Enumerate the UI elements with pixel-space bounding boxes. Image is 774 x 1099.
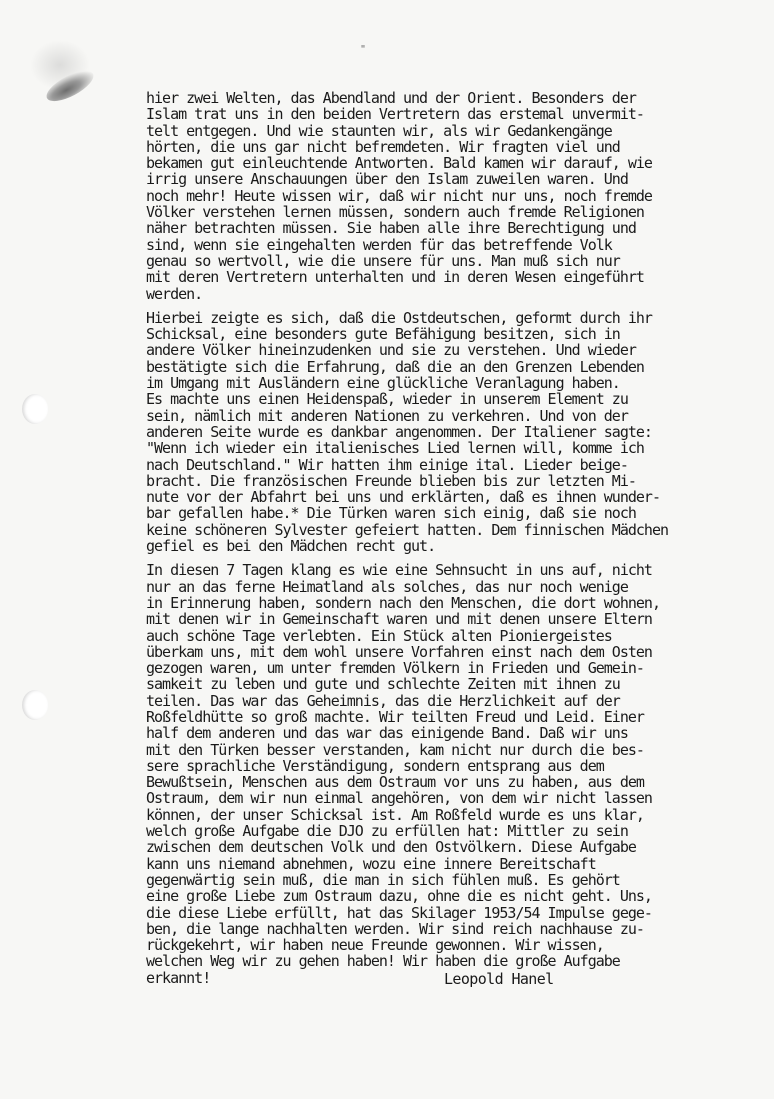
text-line: rückgekehrt, wir haben neue Freunde gewonnen. Wir wissen, [146,936,604,955]
text-line: keine schöneren Sylvester gefeiert hatten. Dem finnischen Mädchen [146,520,668,539]
text-line: telt entgegen. Und wie staunten wir, als wir Gedankengänge [146,121,612,140]
text-line: irrig unsere Anschauungen über den Islam zuweilen waren. Und [146,170,628,189]
punch-hole-top [22,394,48,424]
text-line: können, der unser Schicksal ist. Am Roßfeld wurde es uns klar, [146,805,644,824]
paragraph-3 [146,562,774,986]
text-line: In diesen 7 Tagen klang es wie eine Sehnsucht in uns auf, nicht [146,561,652,580]
text-line: erkannt! [146,968,211,987]
text-line: hier zwei Welten, das Abendland und der Orient. Besonders der [146,89,636,107]
text-line: mit den Türken besser verstanden, kam nicht nur durch die bes- [146,740,644,759]
body-text [146,90,774,986]
text-line: eine große Liebe zum Ostraum dazu, ohne die es nicht geht. Uns, [146,887,652,906]
text-line: teilen. Das war das Geheimnis, das die Herzlichkeit auf der [146,691,620,710]
text-line: die diese Liebe erfüllt, hat das Skilager 1953/54 Impulse gege- [146,903,652,922]
text-line: hörten, die uns gar nicht befremdeten. Wir fragten viel und [146,137,620,156]
text-line: genau so wertvoll, wie die unsere für uns. Man muß sich nur [146,251,620,270]
text-line: Bewußtsein, Menschen aus dem Ostraum vor uns zu haben, aus dem [146,773,644,792]
text-line: Völker verstehen lernen müssen, sondern auch fremde Religionen [146,203,644,222]
text-line: Schicksal, eine besonders gute Befähigung besitzen, sich in [146,325,620,344]
text-line: gezogen waren, um unter fremden Völkern in Frieden und Gemein- [146,659,644,678]
text-line: zwischen dem deutschen Volk und den Ostvölkern. Diese Aufgabe [146,838,636,857]
text-line: Ostraum, dem wir nun einmal angehören, von dem wir nicht lassen [146,789,652,808]
text-line: "Wenn ich wieder ein italienisches Lied lernen will, komme ich [146,439,644,458]
text-line: in Erinnerung haben, sondern nach den Menschen, die dort wohnen, [146,593,660,612]
text-line: andere Völker hineinzudenken und sie zu verstehen. Und wieder [146,341,636,360]
text-line: Islam trat uns in den beiden Vertretern das erstemal unvermit- [146,105,644,124]
text-line: auch schöne Tage verlebten. Ein Stück alten Pioniergeistes [146,626,612,645]
text-line: gefiel es bei den Mädchen recht gut. [146,537,436,556]
paragraph-2 [146,310,774,554]
signature: Leopold Hanel [444,970,554,988]
text-line: anderen Seite wurde es dankbar angenommen. Der Italiener sagte: [146,422,652,441]
text-line: kann uns niemand abnehmen, wozu eine innere Bereitschaft [146,854,596,873]
text-line: nur an das ferne Heimatland als solches, das nur noch wenige [146,577,628,596]
text-line: welchen Weg wir zu gehen haben! Wir haben die große Aufgabe [146,952,620,971]
text-line: nach Deutschland." Wir hatten ihm einige ital. Lieder beige- [146,455,628,474]
top-mark: " [360,44,367,55]
text-line: werden. [146,284,203,303]
text-line: Es machte uns einen Heidenspaß, wieder in unserem Element zu [146,390,628,409]
text-line: mit deren Vertretern unterhalten und in deren Wesen eingeführt [146,268,644,287]
text-line: sind, wenn sie eingehalten werden für das betreffende Volk [146,235,612,254]
text-line: gegenwärtig sein muß, die man in sich fühlen muß. Es gehört [146,870,620,889]
text-line: näher betrachten müssen. Sie haben alle ihre Berechtigung und [146,219,636,238]
text-line: noch mehr! Heute wissen wir, daß wir nicht nur uns, noch fremde [146,186,652,205]
text-line: sere sprachliche Verständigung, sondern entsprang aus dem [146,756,604,775]
paragraph-1 [146,90,774,302]
text-line: bar gefallen habe.* Die Türken waren sich einig, daß sie noch [146,504,636,523]
text-line: bestätigte sich die Erfahrung, daß die an den Grenzen Lebenden [146,357,644,376]
text-line: ben, die lange nachhalten werden. Wir sind reich nachhause zu- [146,919,644,938]
punch-hole-bottom [22,690,48,720]
text-line: überkam uns, mit dem wohl unsere Vorfahren einst nach dem Osten [146,642,652,661]
text-line: bekamen gut einleuchtende Antworten. Bald kamen wir darauf, wie [146,154,652,173]
text-line: samkeit zu leben und gute und schlechte Zeiten mit ihnen zu [146,675,620,694]
text-line: Hierbei zeigte es sich, daß die Ostdeutschen, geformt durch ihr [146,308,652,327]
text-line: welch große Aufgabe die DJO zu erfüllen hat: Mittler zu sein [146,822,628,841]
text-line: sein, nämlich mit anderen Nationen zu verkehren. Und von der [146,406,628,425]
text-line: bracht. Die französischen Freunde blieben bis zur letzten Mi- [146,471,636,490]
text-line: Roßfeldhütte so groß machte. Wir teilten Freud und Leid. Einer [146,707,644,726]
text-line: mit denen wir in Gemeinschaft waren und mit denen unsere Eltern [146,610,652,629]
text-line: im Umgang mit Ausländern eine glückliche Veranlagung haben. [146,374,620,393]
text-line: half dem anderen und das war das einigende Band. Daß wir uns [146,724,628,743]
text-line: nute vor der Abfahrt bei uns und erklärten, daß es ihnen wunder- [146,488,660,507]
